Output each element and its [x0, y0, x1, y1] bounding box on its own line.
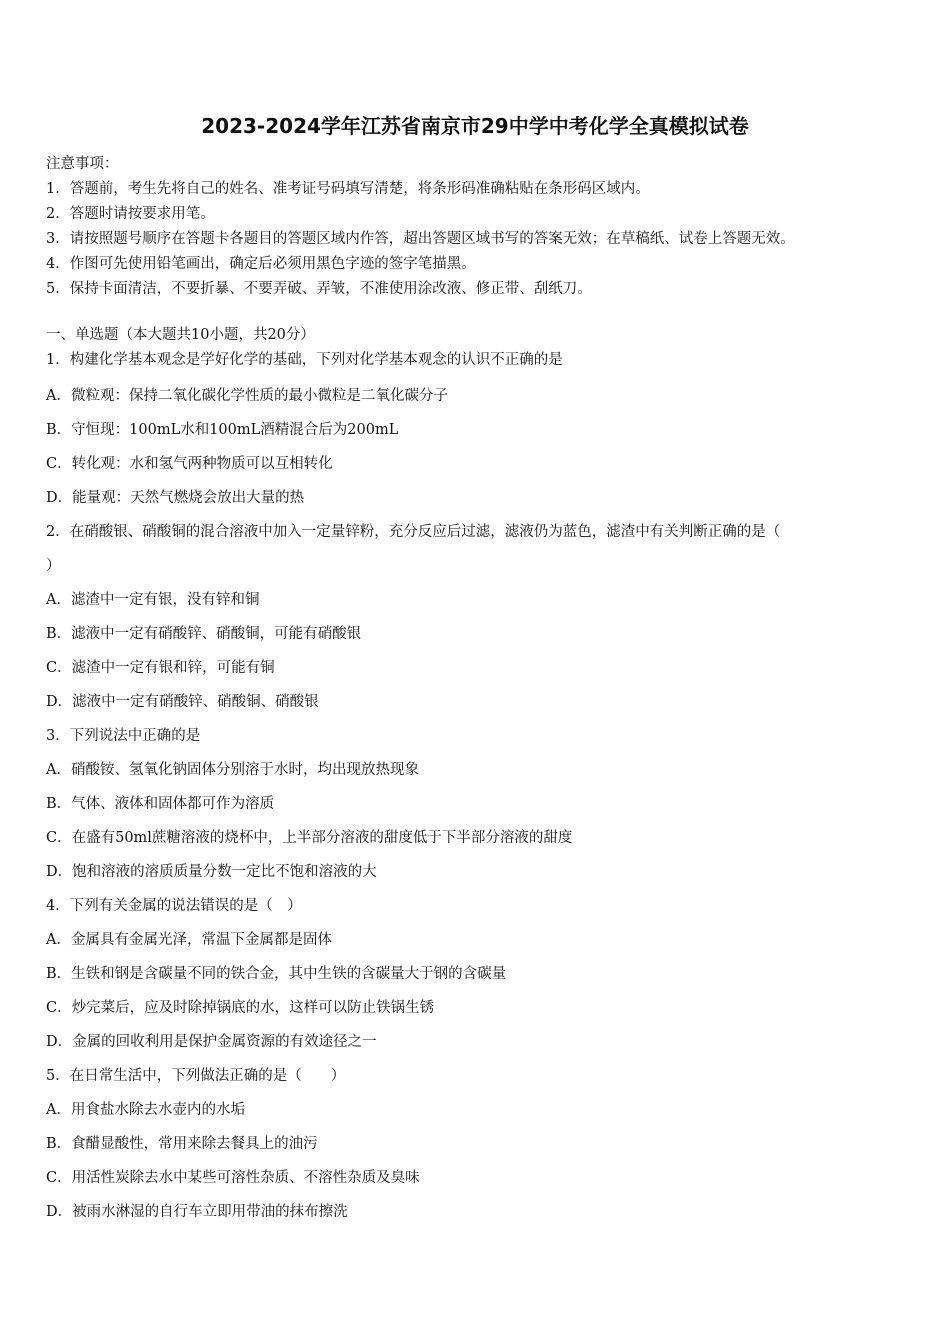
option-a: A．金属具有金属光泽，常温下金属都是固体: [46, 932, 332, 948]
option-b: B．气体、液体和固体都可作为溶质: [46, 796, 275, 812]
option-c: C．滤渣中一定有银和锌，可能有铜: [46, 660, 275, 676]
question-1: [46, 348, 926, 515]
option-b: B．守恒现：100mL水和100mL酒精混合后为200mL: [46, 422, 399, 438]
question-stem: 4．下列有关金属的说法错误的是（ ）: [46, 898, 302, 914]
note-item: 4．作图可先使用铅笔画出，确定后必须用黑色字迹的签字笔描黑。: [46, 256, 476, 272]
option-b: B．滤液中一定有硝酸锌、硝酸铜，可能有硝酸银: [46, 626, 362, 642]
notes-block: [46, 152, 926, 302]
question-stem: 2．在硝酸银、硝酸铜的混合溶液中加入一定量锌粉，充分反应后过滤，滤液仍为蓝色，滤渣中有关判断正确的是（: [46, 524, 781, 540]
question-5: [46, 1059, 926, 1229]
note-item: 1．答题前，考生先将自己的姓名、准考证号码填写清楚，将条形码准确粘贴在条形码区域内。: [46, 181, 650, 197]
option-d: D．金属的回收利用是保护金属资源的有效途径之一: [46, 1034, 377, 1050]
notes-heading: 注意事项：: [46, 156, 119, 172]
option-a: A．硝酸铵、氢氧化钠固体分别溶于水时，均出现放热现象: [46, 762, 419, 778]
option-b: B．食醋显酸性，常用来除去餐具上的油污: [46, 1136, 318, 1152]
question-stem: 1．构建化学基本观念是学好化学的基础，下列对化学基本观念的认识不正确的是: [46, 352, 563, 368]
section-heading: 一、单选题（本大题共10小题，共20分）: [46, 327, 315, 343]
option-c: C．在盛有50ml蔗糖溶液的烧杯中，上半部分溶液的甜度低于下半部分溶液的甜度: [46, 830, 573, 846]
option-c: C．转化观：水和氢气两种物质可以互相转化: [46, 456, 333, 472]
note-item: 3．请按照题号顺序在答题卡各题目的答题区域内作答，超出答题区域书写的答案无效；在草稿纸、试卷上答题无效。: [46, 231, 795, 247]
question-4: [46, 889, 926, 1059]
question-stem: 5．在日常生活中，下列做法正确的是（ ）: [46, 1068, 346, 1084]
single-choice-section: [46, 323, 926, 1229]
question-stem-continuation: ）: [46, 558, 61, 574]
note-item: 5．保持卡面清洁，不要折暴、不要弄破、弄皱，不准使用涂改液、修正带、刮纸刀。: [46, 281, 592, 297]
option-c: C．炒完菜后，应及时除掉锅底的水，这样可以防止铁锅生锈: [46, 1000, 435, 1016]
option-d: D．滤液中一定有硝酸锌、硝酸铜、硝酸银: [46, 694, 319, 710]
option-d: D．饱和溶液的溶质质量分数一定比不饱和溶液的大: [46, 864, 377, 880]
note-item: 2．答题时请按要求用笔。: [46, 206, 215, 222]
option-d: D．能量观：天然气燃烧会放出大量的热: [46, 490, 305, 506]
page-title: 2023-2024学年江苏省南京市29中学中考化学全真模拟试卷: [201, 114, 749, 138]
option-a: A．微粒观：保持二氧化碳化学性质的最小微粒是二氧化碳分子: [46, 388, 448, 404]
option-d: D．被雨水淋湿的自行车立即用带油的抹布擦洗: [46, 1204, 348, 1220]
option-b: B．生铁和钢是含碳量不同的铁合金，其中生铁的含碳量大于钢的含碳量: [46, 966, 507, 982]
question-3: [46, 719, 926, 889]
question-2: [46, 515, 926, 719]
option-a: A．滤渣中一定有银，没有锌和铜: [46, 592, 260, 608]
question-stem: 3．下列说法中正确的是: [46, 728, 201, 744]
option-a: A．用食盐水除去水壶内的水垢: [46, 1102, 245, 1118]
option-c: C．用活性炭除去水中某些可溶性杂质、不溶性杂质及臭味: [46, 1170, 420, 1186]
